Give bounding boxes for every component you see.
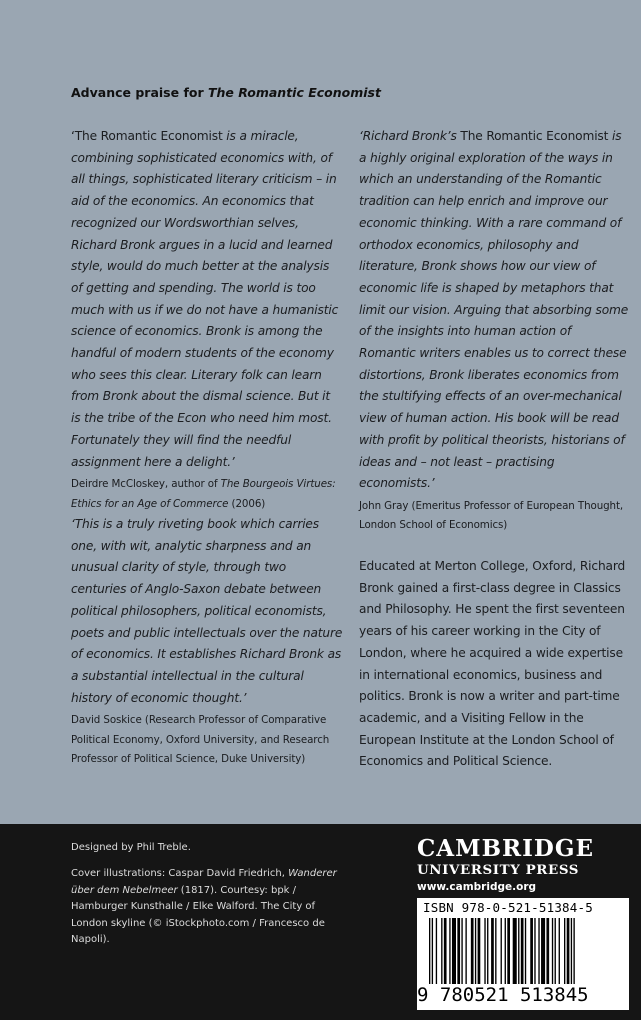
isbn-label: ISBN 978-0-521-51384-5: [423, 900, 593, 915]
publisher-logo: CAMBRIDGE UNIVERSITY PRESS www.cambridge.org: [417, 836, 594, 896]
cover-credit: Cover illustrations: Caspar David Friedrich, Wanderer über dem Nebelmeer (1817). Courtesy: bpk / Hamburger Kunsthalle / Elke Walford. The City of London skyline (© iStockphoto.com / Francesco de Napoli).: [71, 868, 337, 945]
quote-gray-text: ‘Richard Bronk’s The Romantic Economist is a highly original exploration of the ways in which an understanding of the Romantic tradition can help enrich and improve our economic thinking. With a rare command of orthodox economics, philosophy and literature, Bronk shows how our view of economic life is shaped by metaphors that limit our vision. Arguing that absorbing some of the insights into human action of Romantic writers enables us to correct these distortions, Bronk liberates economics from the stultifying effects of an over-mechanical view of human action. His book will be read with profit by political theorists, historians of ideas and – not least – practising economists.’: [359, 129, 629, 491]
quote-soskice-attribution: David Soskice (Research Professor of Comparative Political Economy, Oxford University, and Research Professor of Political Science, Duke University): [71, 714, 330, 765]
barcode-digits: 9 780521 513845: [417, 984, 589, 1006]
praise-heading: Advance praise for The Romantic Economist: [71, 85, 381, 100]
designer-credit: Designed by Phil Treble.: [71, 842, 191, 853]
quote-soskice-text: ‘This is a truly riveting book which carries one, with wit, analytic sharpness and an unusual clarity of style, through two centuries of Anglo-Saxon debate between political philosophers, political economists, poets and public intellectuals over the nature of economics. It establishes Richard Bronk as a substantial intellectual in the cultural history of economic thought.’: [71, 517, 343, 705]
quote-gray-attribution: John Gray (Emeritus Professor of European Thought, London School of Economics): [359, 499, 624, 532]
quote-mccloskey: [71, 126, 343, 514]
author-bio: Educated at Merton College, Oxford, Richard Bronk gained a first-class degree in Classics and Philosophy. He spent the first seventeen years of his career working in the City of London, where he acquired a wide expertise in international economics, business and politics. Bronk is now a writer and part-time academic, and a Visiting Fellow in the European Institute at the London School of Economics and Political Science.: [359, 559, 626, 769]
quote-mccloskey-text: ‘The Romantic Economist is a miracle, combining sophisticated economics with, of all things, sophisticated literary criticism – in aid of the economics. An economics that recognized our Wordsworthian selves, Richard Bronk argues in a lucid and learned style, would do much better at the analysis of getting and spending. The world is too much with us if we do not have a humanistic science of economics. Bronk is among the handful of modern students of the economy who sees this clear. Literary folk can learn from Bronk about the dismal science. But it is the tribe of the Econ who need him most. Fortunately they will find the needful assignment here a delight.’: [71, 129, 339, 469]
barcode-icon: [427, 918, 623, 984]
quote-gray: [359, 126, 631, 536]
quote-soskice: [71, 514, 343, 769]
barcode-panel: [417, 898, 629, 1010]
praise-heading-title: The Romantic Economist: [208, 85, 381, 100]
quote-mccloskey-attribution: Deirdre McCloskey, author of The Bourgeois Virtues: Ethics for an Age of Commerce (2006): [71, 478, 336, 510]
publisher-url: www.cambridge.org: [417, 881, 537, 893]
